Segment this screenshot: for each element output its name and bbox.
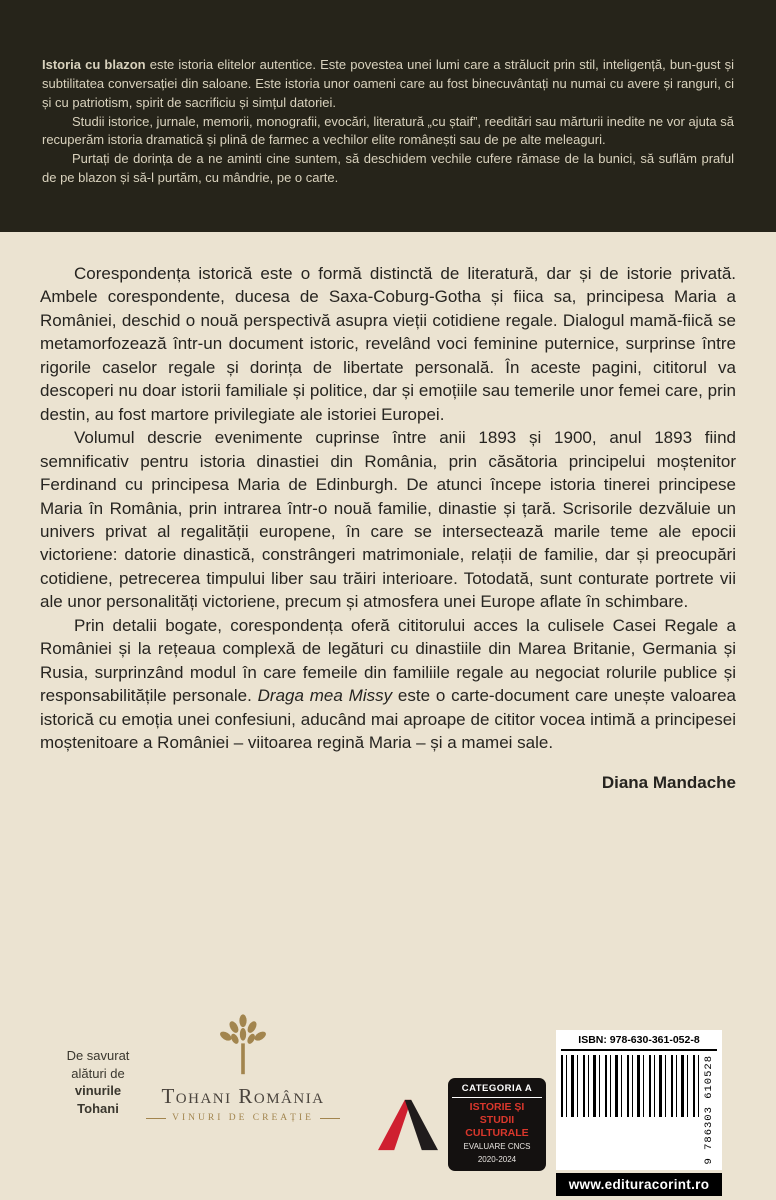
tohani-tree-icon (214, 1014, 272, 1080)
banner-lead-phrase: Istoria cu blazon (42, 57, 146, 72)
barcode (561, 1055, 703, 1117)
synopsis-paragraph-2: Volumul descrie evenimente cuprinse între anii 1893 și 1900, anul 1893 fiind semnificativ pentru istoria dinastiei din România, prin căsătoria principelui moștenitor Ferdinand cu principesa Maria de Edinburgh. De atunci începe istoria tinerei principese Maria în România, prin intrarea într-o nouă familie, dinastie și țară. Scrisorile dezvăluie un univers privat al regalității europene, în care se intersectează marile teme ale epocii victoriene: datorie dinastică, constrângeri matrimoniale, relații de familie, dar și preocupări cotidiene, petrecerea timpului liber sau trăiri interioare. Totodată, sunt conturate portrete vii ale unor personalități victoriene, precum și atmosfera unei Europe aflate în schimbare. (40, 428, 736, 612)
decorative-line (146, 1118, 166, 1119)
badge-evaluation: EVALUARE CNCS (463, 1142, 531, 1152)
tohani-subtitle (146, 1113, 340, 1123)
isbn-label: ISBN: 978-630-361-052-8 (561, 1034, 717, 1051)
badge-domain-1: ISTORIE ȘI STUDII (469, 1101, 525, 1127)
corint-logo-icon (378, 1099, 438, 1151)
synopsis-paragraph-3-post: este o carte-document care unește valoarea istorică cu emoția unei confesiuni, aducând mai aproape de cititor vocea intimă a principesei moștenitoare a României – viitoarea regină Maria – și a mamei sale. (40, 686, 736, 753)
banner-paragraph-1-text: este istoria elitelor autentice. Este povestea unei lumi care a strălucit prin stil, inteligență, bun-gust și subtilitatea conversației din saloane. Este istoria unor oameni care au fost binecuvântați nu numai cu avere și ranguri, ci și cu patriotism, spirit de sacrificiu și simțul datoriei. (42, 57, 734, 110)
tagline-line-1: De savurat (66, 1048, 130, 1063)
isbn-block (556, 1030, 722, 1196)
banner-paragraph-3: Purtați de dorința de a ne aminti cine suntem, să deschidem vechile cufere rămase de la bunici, să suflăm praful de pe blazon și să-l purtăm, cu mândrie, pe o carte. (42, 151, 734, 186)
tohani-subtitle-text: VINURI DE CREAȚIE (172, 1113, 314, 1123)
synopsis-paragraph-1: Corespondența istorică este o formă distinctă de literatură, dar și de istorie privată. Ambele corespondente, ducesa de Saxa-Coburg-Gotha și fiica sa, principesa Maria a României, deschid o nouă perspectivă asupra vieții cotidiene regale. Dialogul mamă-fiică se metamorfozează într-un document istoric, revelând voci feminine puternice, surprinse între rigorile caselor regale și dorința de libertate personală. În aceste pagini, cititorul va descoperi nu doar istorii familiale și politice, dar și emoțiile sau temerile unor femei care, prin destin, au fost martore privilegiate ale istoriei Europei. (40, 264, 736, 424)
banner-paragraph-2: Studii istorice, jurnale, memorii, monografii, evocări, literatură „cu ștaif”, reeditări sau mărturii inedite ne vor ajuta să recuperăm istoria dramatică și plină de farmec a vechilor elite românești sau de pe alte meleaguri. (42, 113, 734, 148)
barcode-box (556, 1030, 722, 1170)
publisher-website: www.edituracorint.ro (556, 1173, 722, 1196)
book-title-italic: Draga mea Missy (257, 686, 393, 706)
tagline-line-3: vinurile (74, 1083, 122, 1099)
badge-category: CATEGORIA A (452, 1083, 542, 1098)
decorative-line (320, 1118, 340, 1119)
tohani-name: Tohani România (161, 1084, 325, 1108)
synopsis (40, 262, 736, 794)
tohani-logo (146, 1014, 340, 1123)
banner-paragraph-1 (42, 56, 734, 113)
sponsor-tagline (50, 1047, 146, 1117)
badge-years: 2020-2024 (477, 1154, 517, 1164)
tagline-line-2: alături de (71, 1065, 125, 1081)
synopsis-paragraph-3 (40, 614, 736, 755)
top-banner (0, 0, 776, 232)
author-name: Diana Mandache (601, 772, 736, 792)
synopsis-paragraph-3-pre: Prin detalii bogate, corespondența oferă cititorului acces la culisele Casei Regale a României și la rețeaua complexă de legături cu dinastiile din Marea Britanie, Germania și Rusia, surprinzând modul în care femeile din familiile regale au negociat rolurile publice și responsabilitățile personale. (40, 615, 736, 706)
category-badge (448, 1078, 546, 1171)
barcode-digits: 9 786303 610528 (703, 1055, 715, 1165)
badge-domain-2: CULTURALE (465, 1127, 529, 1140)
tagline-line-4: Tohani (77, 1100, 119, 1116)
corint-logo-block (378, 1078, 546, 1171)
barcode-row (561, 1055, 717, 1165)
